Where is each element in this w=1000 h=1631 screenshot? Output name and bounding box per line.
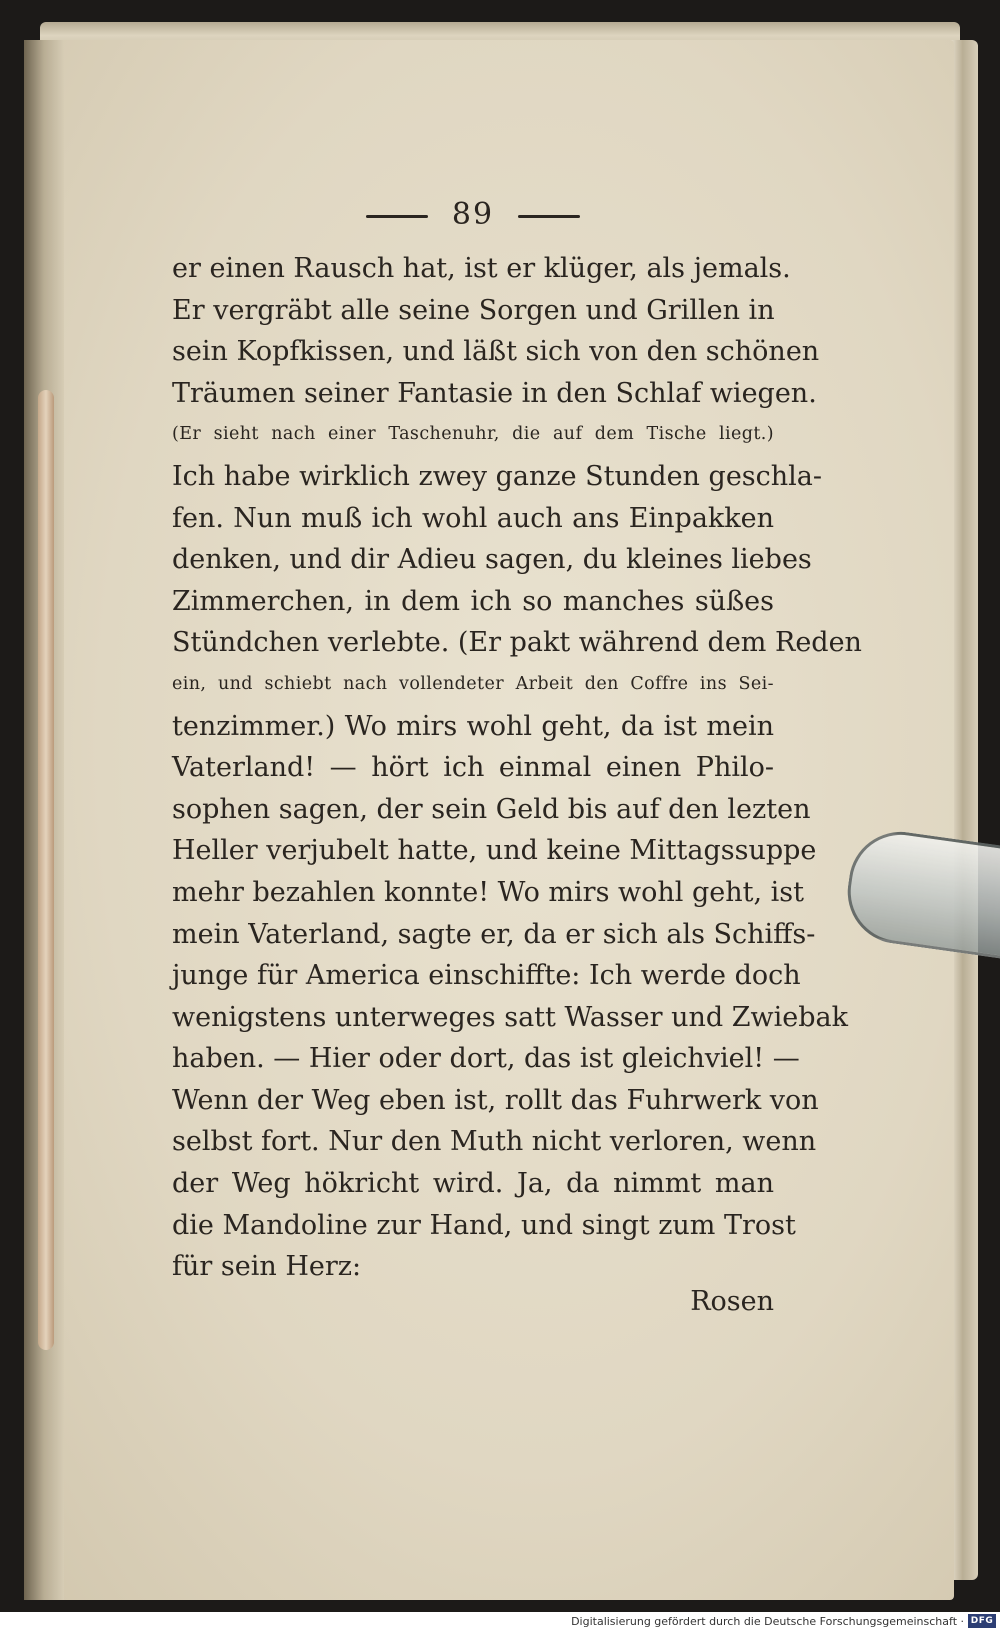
text-line: Vaterland! — hört ich einmal einen Philo- bbox=[172, 752, 774, 784]
page-header bbox=[172, 182, 774, 248]
dfg-logo: DFG bbox=[968, 1614, 996, 1628]
text-line: Heller verjubelt hatte, und keine Mittagssuppe bbox=[172, 835, 817, 867]
footer-credit: Digitalisierung gefördert durch die Deutsche Forschungsgemeinschaft · bbox=[571, 1615, 964, 1628]
text-line: denken, und dir Adieu sagen, du kleines liebes bbox=[172, 544, 812, 576]
page-text bbox=[172, 182, 862, 1288]
text-lines bbox=[172, 248, 862, 1288]
text-line: mehr bezahlen konnte! Wo mirs wohl geht, ist bbox=[172, 876, 804, 908]
text-line: Ich habe wirklich zwey ganze Stunden geschla- bbox=[172, 460, 823, 492]
header-ornament-left bbox=[366, 215, 428, 218]
page-number: 89 bbox=[451, 197, 495, 232]
text-line: die Mandoline zur Hand, und singt zum Trost bbox=[172, 1209, 796, 1241]
text-line: er einen Rausch hat, ist er klüger, als jemals. bbox=[172, 253, 791, 284]
text-line: Er vergräbt alle seine Sorgen und Grillen in bbox=[172, 294, 775, 326]
text-line: fen. Nun muß ich wohl auch ans Einpakken bbox=[172, 502, 774, 534]
text-line: Wenn der Weg eben ist, rollt das Fuhrwerk von bbox=[172, 1084, 819, 1116]
text-line: junge für America einschiffte: Ich werde doch bbox=[172, 960, 801, 992]
header-ornament-right bbox=[518, 215, 580, 218]
catchword: Rosen bbox=[690, 1286, 774, 1317]
bookmark-ribbon bbox=[38, 390, 54, 1350]
text-line: haben. — Hier oder dort, das ist gleichviel! — bbox=[172, 1043, 800, 1075]
text-line: Träumen seiner Fantasie in den Schlaf wiegen. bbox=[172, 377, 817, 409]
text-line: mein Vaterland, sagte er, da er sich als Schiffs- bbox=[172, 918, 816, 950]
text-line: Zimmerchen, in dem ich so manches süßes bbox=[172, 585, 774, 617]
text-line: Stündchen verlebte. (Er pakt während dem Reden bbox=[172, 627, 862, 659]
text-line: tenzimmer.) Wo mirs wohl geht, da ist mein bbox=[172, 710, 774, 742]
text-line: der Weg hökricht wird. Ja, da nimmt man bbox=[172, 1168, 774, 1200]
text-line: sein Kopfkissen, und läßt sich von den schönen bbox=[172, 336, 820, 368]
footer-bar bbox=[0, 1612, 1000, 1631]
text-line: selbst fort. Nur den Muth nicht verloren, wenn bbox=[172, 1126, 817, 1158]
text-line: (Er sieht nach einer Taschenuhr, die auf dem Tische liegt.) bbox=[172, 424, 774, 445]
text-line: sophen sagen, der sein Geld bis auf den lezten bbox=[172, 793, 811, 825]
text-line: wenigstens unterweges satt Wasser und Zwiebak bbox=[172, 1001, 849, 1033]
text-line: ein, und schiebt nach vollendeter Arbeit den Coffre ins Sei- bbox=[172, 673, 774, 694]
text-line: für sein Herz: bbox=[172, 1251, 362, 1283]
